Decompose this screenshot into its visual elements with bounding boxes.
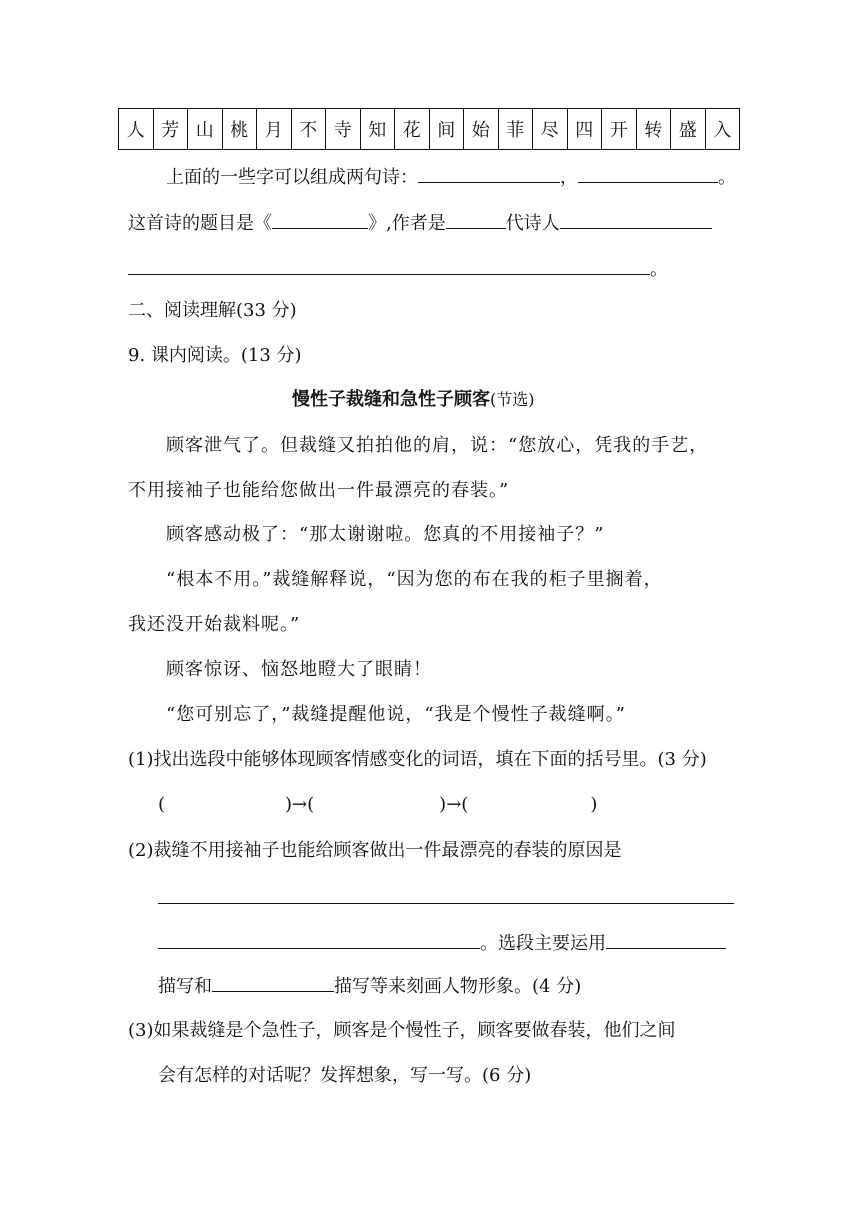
grid-cell: 四 bbox=[567, 109, 602, 150]
grid-cell: 月 bbox=[257, 109, 292, 150]
q8-period: 。 bbox=[718, 167, 736, 188]
grid-cell: 人 bbox=[119, 109, 154, 150]
sub2-answer-line-1[interactable] bbox=[158, 903, 734, 904]
description-type-blank-1[interactable] bbox=[606, 928, 726, 949]
poet-intro-blank[interactable] bbox=[560, 208, 712, 229]
q8-poet-prompt: 代诗人 bbox=[505, 213, 560, 234]
sub1-answer-row bbox=[158, 791, 597, 819]
grid-cell: 芳 bbox=[153, 109, 188, 150]
grid-cell: 菲 bbox=[498, 109, 533, 150]
arrow-1: )→( bbox=[285, 794, 315, 815]
passage-title: 慢性子裁缝和急性子顾客 bbox=[292, 389, 490, 410]
description-type-blank-2[interactable] bbox=[212, 971, 334, 992]
sub2-method-prompt: 。选段主要运用 bbox=[480, 933, 606, 954]
passage-line: 不用接袖子也能给您做出一件最漂亮的春装。” bbox=[128, 480, 510, 501]
sub2-question: (2)裁缝不用接袖子也能给顾客做出一件最漂亮的春装的原因是 bbox=[128, 840, 622, 861]
sub2-answer-line-2[interactable] bbox=[158, 928, 480, 949]
grid-cell: 盛 bbox=[671, 109, 706, 150]
grid-cell: 花 bbox=[395, 109, 430, 150]
arrow-2: )→( bbox=[439, 794, 469, 815]
paren-close: ) bbox=[590, 794, 598, 815]
grid-cell: 开 bbox=[602, 109, 637, 150]
sub3-question-line1: (3)如果裁缝是个急性子，顾客是个慢性子，顾客要做春装，他们之间 bbox=[128, 1020, 676, 1041]
q8-line3 bbox=[128, 254, 668, 284]
q8-line3-period: 。 bbox=[650, 259, 668, 280]
passage-line: 我还没开始裁料呢。” bbox=[128, 614, 301, 635]
q8-prompt: 上面的一些字可以组成两句诗： bbox=[166, 167, 418, 188]
grid-cell: 尽 bbox=[533, 109, 568, 150]
poet-intro-blank-cont[interactable] bbox=[128, 254, 650, 275]
paren-open: ( bbox=[158, 794, 166, 815]
passage-line: “您可别忘了，”裁缝提醒他说，“我是个慢性子裁缝啊。” bbox=[166, 704, 626, 725]
character-grid-row bbox=[119, 109, 740, 150]
grid-cell: 转 bbox=[636, 109, 671, 150]
q8-line2 bbox=[128, 208, 712, 238]
passage-line: 顾客惊讶、恼怒地瞪大了眼睛！ bbox=[166, 659, 432, 680]
dynasty-blank[interactable] bbox=[446, 208, 506, 229]
sub2-desc-a: 描写和 bbox=[158, 976, 212, 997]
passage-title-row bbox=[292, 386, 535, 414]
grid-cell: 桃 bbox=[222, 109, 257, 150]
poem-line1-blank[interactable] bbox=[418, 162, 560, 183]
q9-heading: 9. 课内阅读。(13 分) bbox=[128, 345, 302, 366]
q8-author-prompt: 》,作者是 bbox=[368, 213, 446, 234]
sub3-question-line2: 会有怎样的对话呢？发挥想象，写一写。(6 分) bbox=[158, 1065, 532, 1086]
grid-cell: 不 bbox=[291, 109, 326, 150]
passage-line: “根本不用。”裁缝解释说，“因为您的布在我的柜子里搁着， bbox=[166, 569, 663, 590]
passage-line: 顾客感动极了：“那太谢谢啦。您真的不用接袖子？” bbox=[166, 524, 605, 545]
poem-title-blank[interactable] bbox=[272, 208, 368, 229]
passage-title-note: (节选) bbox=[490, 390, 535, 409]
q8-title-prompt: 这首诗的题目是《 bbox=[128, 213, 272, 234]
passage-line: 顾客泄气了。但裁缝又拍拍他的肩，说：“您放心，凭我的手艺， bbox=[166, 435, 709, 456]
grid-cell: 入 bbox=[705, 109, 740, 150]
grid-cell: 间 bbox=[429, 109, 464, 150]
grid-cell: 始 bbox=[464, 109, 499, 150]
poem-line2-blank[interactable] bbox=[578, 162, 718, 183]
grid-cell: 知 bbox=[360, 109, 395, 150]
character-grid bbox=[118, 108, 740, 150]
sub2-line-b bbox=[158, 928, 726, 958]
grid-cell: 寺 bbox=[326, 109, 361, 150]
q8-line1 bbox=[166, 162, 736, 192]
sub2-line-c bbox=[158, 971, 581, 1001]
sub1-question: (1)找出选段中能够体现顾客情感变化的词语，填在下面的括号里。(3 分) bbox=[128, 749, 707, 770]
sub2-desc-b: 描写等来刻画人物形象。(4 分) bbox=[334, 976, 582, 997]
section-heading: 二、阅读理解(33 分) bbox=[128, 300, 297, 321]
q8-comma: ， bbox=[560, 167, 578, 188]
grid-cell: 山 bbox=[188, 109, 223, 150]
